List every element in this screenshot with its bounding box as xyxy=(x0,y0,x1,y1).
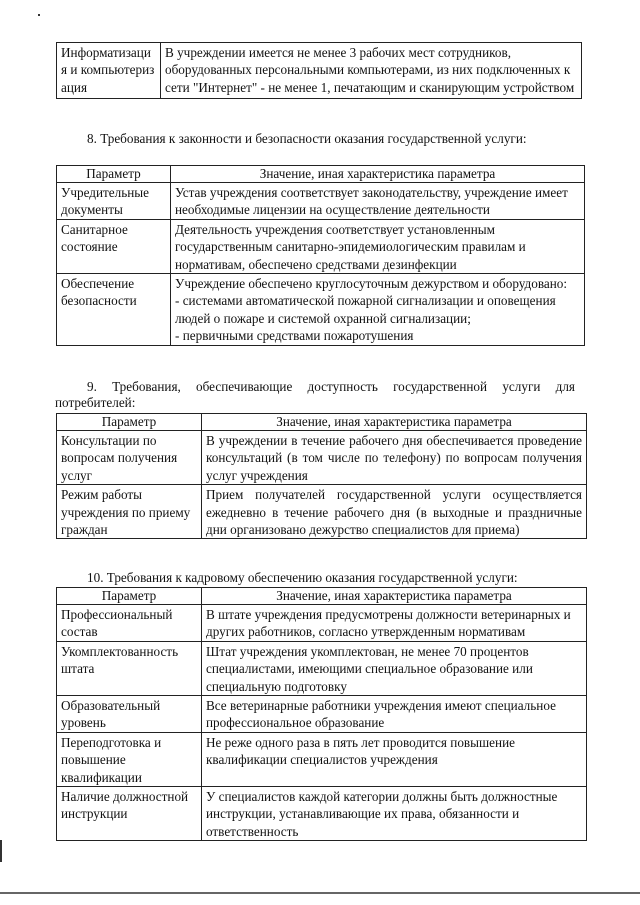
value-line: - первичными средствами пожаротушения xyxy=(175,328,414,344)
value-cell: Устав учреждения соответствует законодательству, учреждение имеет необходимые лицензии на осуществление деятельности xyxy=(171,183,585,220)
section-8-heading: 8. Требования к законности и безопасности оказания государственной услуги: xyxy=(87,131,527,146)
column-header-value: Значение, иная характеристика параметра xyxy=(202,588,587,605)
table-row xyxy=(57,787,587,841)
value-cell: Прием получателей государственной услуги осуществляется ежедневно в течение рабочего дня (в выходные и праздничные дни организовано дежурство специалистов для приема) xyxy=(202,485,587,539)
table-row xyxy=(57,219,585,273)
value-cell: В штате учреждения предусмотрены должности ветеринарных и других работников, согласно утвержденным нормативам xyxy=(202,605,587,642)
param-cell: Наличие должностной инструкции xyxy=(57,787,202,841)
value-cell: В учреждении имеется не менее 3 рабочих мест сотрудников, оборудованных персональными компьютерами, из них подключенных к сети "Интернет" - не менее 1, печатающим и сканирующим устройством xyxy=(161,43,582,99)
param-cell: Учредительные документы xyxy=(57,183,171,220)
table-row xyxy=(57,732,587,786)
param-cell: Информатизация и компьютеризация xyxy=(57,43,161,99)
param-cell: Переподготовка и повышение квалификации xyxy=(57,732,202,786)
section-8-table xyxy=(56,165,585,346)
value-cell: Деятельность учреждения соответствует установленным государственным санитарно-эпидемиологическим правилам и нормативам, обеспечено средствами дезинфекции xyxy=(171,219,585,273)
param-cell: Обеспечение безопасности xyxy=(57,274,171,346)
value-cell: У специалистов каждой категории должны быть должностные инструкции, устанавливающие их права, обязанности и ответственность xyxy=(202,787,587,841)
column-header-value: Значение, иная характеристика параметра xyxy=(202,414,587,431)
table-row xyxy=(57,183,585,220)
table-row xyxy=(57,431,587,485)
value-cell xyxy=(171,274,585,346)
param-cell: Режим работы учреждения по приему граждан xyxy=(57,485,202,539)
column-header-value: Значение, иная характеристика параметра xyxy=(171,166,585,183)
value-cell: Не реже одного раза в пять лет проводится повышение квалификации специалистов учреждения xyxy=(202,732,587,786)
scan-bottom-line xyxy=(0,892,640,894)
section-10-table xyxy=(56,587,587,841)
scan-edge-line xyxy=(0,840,2,862)
table-header-row xyxy=(57,588,587,605)
value-cell: Штат учреждения укомплектован, не менее 70 процентов специалистами, имеющими специальное образование или специальную подготовку xyxy=(202,641,587,695)
value-cell: Все ветеринарные работники учреждения имеют специальное профессиональное образование xyxy=(202,696,587,733)
column-header-param: Параметр xyxy=(57,166,171,183)
column-header-param: Параметр xyxy=(57,588,202,605)
section-9-heading: 9. Требования, обеспечивающие доступность государственной услуги для потребителей: xyxy=(55,379,575,410)
param-cell: Профессиональный состав xyxy=(57,605,202,642)
param-cell: Укомплектованность штата xyxy=(57,641,202,695)
param-cell: Образовательный уровень xyxy=(57,696,202,733)
table-row xyxy=(57,485,587,539)
table-row xyxy=(57,696,587,733)
value-line: - системами автоматической пожарной сигнализации и оповещения людей о пожаре и системой охранной сигнализации; xyxy=(175,293,556,326)
table-header-row xyxy=(57,166,585,183)
scan-dot xyxy=(38,14,40,16)
param-cell: Консультации по вопросам получения услуг xyxy=(57,431,202,485)
table-row xyxy=(57,274,585,346)
table-row xyxy=(57,43,582,99)
table-header-row xyxy=(57,414,587,431)
value-line: Учреждение обеспечено круглосуточным дежурством и оборудовано: xyxy=(175,276,568,292)
param-cell: Санитарное состояние xyxy=(57,219,171,273)
column-header-param: Параметр xyxy=(57,414,202,431)
section-10-heading: 10. Требования к кадровому обеспечению оказания государственной услуги: xyxy=(87,570,518,585)
table-row xyxy=(57,605,587,642)
value-cell: В учреждении в течение рабочего дня обеспечивается проведение консультаций (в том числе по телефону) по вопросам получения услуг учреждения xyxy=(202,431,587,485)
section-9-table xyxy=(56,413,587,539)
informatization-table xyxy=(56,42,582,99)
table-row xyxy=(57,641,587,695)
